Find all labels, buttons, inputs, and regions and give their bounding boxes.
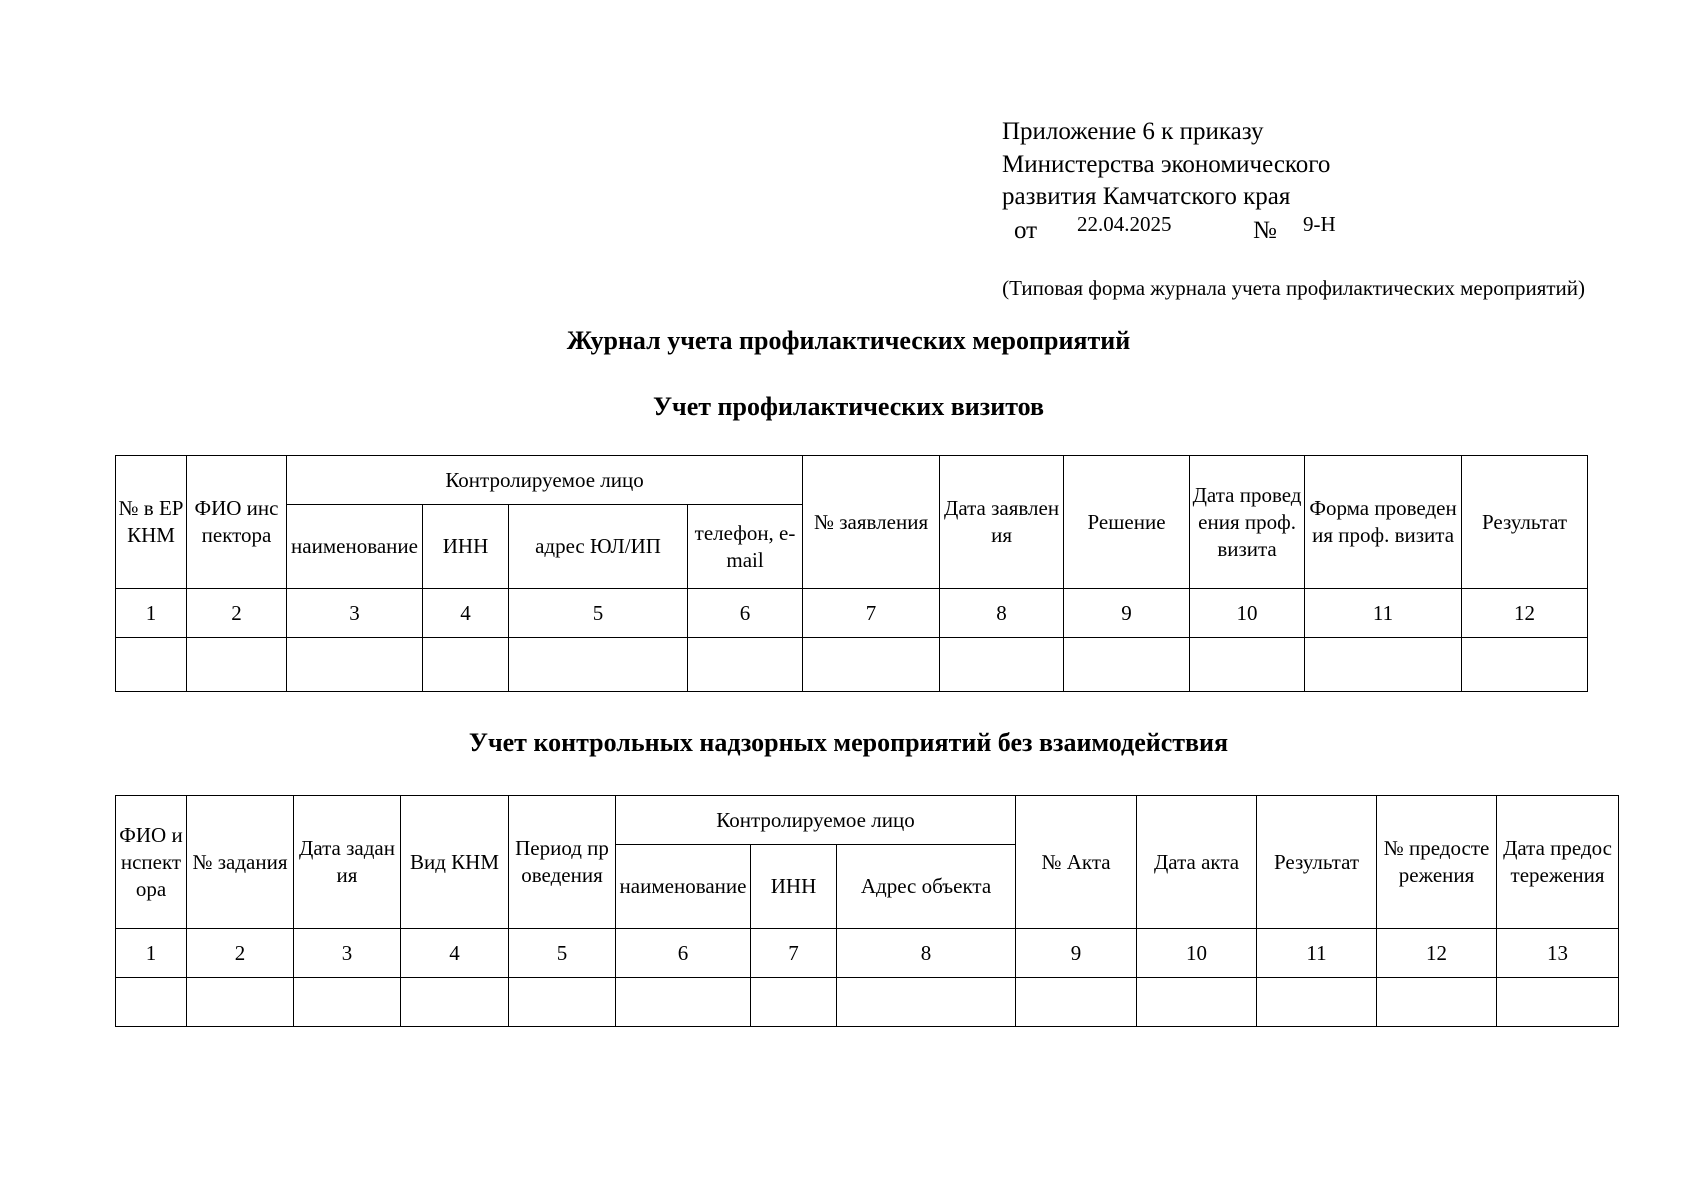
col-header: Период проведения [509, 796, 616, 929]
column-number: 9 [1064, 589, 1190, 638]
col-header: Результат [1257, 796, 1377, 929]
column-number: 6 [616, 929, 751, 978]
empty-cell [1305, 638, 1462, 692]
empty-cell [401, 978, 509, 1027]
column-number: 12 [1377, 929, 1497, 978]
column-number: 1 [116, 589, 187, 638]
attachment-line-2: Министерства экономического [1002, 150, 1331, 178]
column-number: 11 [1257, 929, 1377, 978]
section2-title: Учет контрольных надзорных мероприятий без взаимодействия [468, 728, 1229, 757]
empty-cell [1016, 978, 1137, 1027]
column-number: 8 [940, 589, 1064, 638]
col-header: Результат [1462, 456, 1588, 589]
column-number: 11 [1305, 589, 1462, 638]
empty-cell [1137, 978, 1257, 1027]
col-header: Форма проведения проф. визита [1305, 456, 1462, 589]
empty-cell [187, 638, 287, 692]
column-number: 7 [751, 929, 837, 978]
col-header: Дата проведения проф. визита [1190, 456, 1305, 589]
number-label: № [1253, 217, 1277, 244]
column-number: 3 [294, 929, 401, 978]
empty-cell [1190, 638, 1305, 692]
col-header: № предостережения [1377, 796, 1497, 929]
group-header: Контролируемое лицо [287, 456, 803, 505]
col-header: Дата предостережения [1497, 796, 1619, 929]
empty-cell [616, 978, 751, 1027]
col-header: телефон, e-mail [688, 505, 803, 589]
col-header: № Акта [1016, 796, 1137, 929]
col-header: № задания [187, 796, 294, 929]
col-header: Дата заявления [940, 456, 1064, 589]
order-date: 22.04.2025 [1077, 212, 1172, 236]
column-number: 4 [423, 589, 509, 638]
empty-cell [116, 638, 187, 692]
column-number: 5 [509, 589, 688, 638]
col-header: Дата акта [1137, 796, 1257, 929]
empty-cell [509, 638, 688, 692]
section1-title: Учет профилактических визитов [652, 392, 1045, 421]
empty-cell [1257, 978, 1377, 1027]
column-number: 6 [688, 589, 803, 638]
empty-cell [1462, 638, 1588, 692]
empty-cell [1064, 638, 1190, 692]
col-header: № в ЕРКНМ [116, 456, 187, 589]
col-header: наименование [287, 505, 423, 589]
col-header: № заявления [803, 456, 940, 589]
empty-cell [294, 978, 401, 1027]
column-number: 10 [1190, 589, 1305, 638]
empty-cell [1377, 978, 1497, 1027]
column-number: 7 [803, 589, 940, 638]
attachment-block [1002, 116, 1330, 214]
empty-cell [423, 638, 509, 692]
col-header: наименование [616, 845, 751, 929]
column-number: 9 [1016, 929, 1137, 978]
column-number: 4 [401, 929, 509, 978]
column-number: 12 [1462, 589, 1588, 638]
column-number: 13 [1497, 929, 1619, 978]
col-header: Адрес объекта [837, 845, 1016, 929]
form-note: (Типовая форма журнала учета профилактических мероприятий) [1002, 276, 1585, 300]
column-number: 1 [116, 929, 187, 978]
knm-table [115, 795, 1619, 1027]
empty-cell [187, 978, 294, 1027]
column-number: 8 [837, 929, 1016, 978]
empty-cell [287, 638, 423, 692]
attachment-line-1: Приложение 6 к приказу [1002, 118, 1264, 145]
column-number: 10 [1137, 929, 1257, 978]
col-header: ИНН [751, 845, 837, 929]
empty-cell [837, 978, 1016, 1027]
col-header: Решение [1064, 456, 1190, 589]
order-number: 9-Н [1303, 212, 1336, 236]
col-header: ФИО инспектора [116, 796, 187, 929]
col-header: Вид КНМ [401, 796, 509, 929]
from-label: от [1014, 217, 1038, 244]
empty-cell [688, 638, 803, 692]
empty-cell [940, 638, 1064, 692]
visits-table [115, 455, 1588, 692]
col-header: ИНН [423, 505, 509, 589]
col-header: адрес ЮЛ/ИП [509, 505, 688, 589]
column-number: 3 [287, 589, 423, 638]
group-header: Контролируемое лицо [616, 796, 1016, 845]
empty-cell [116, 978, 187, 1027]
column-number: 5 [509, 929, 616, 978]
attachment-line-3: развития Камчатского края [1002, 183, 1291, 210]
col-header: Дата задания [294, 796, 401, 929]
page-title: Журнал учета профилактических мероприятий [566, 326, 1131, 355]
empty-cell [751, 978, 837, 1027]
col-header: ФИО инспектора [187, 456, 287, 589]
column-number: 2 [187, 929, 294, 978]
empty-cell [1497, 978, 1619, 1027]
empty-cell [803, 638, 940, 692]
column-number: 2 [187, 589, 287, 638]
empty-cell [509, 978, 616, 1027]
